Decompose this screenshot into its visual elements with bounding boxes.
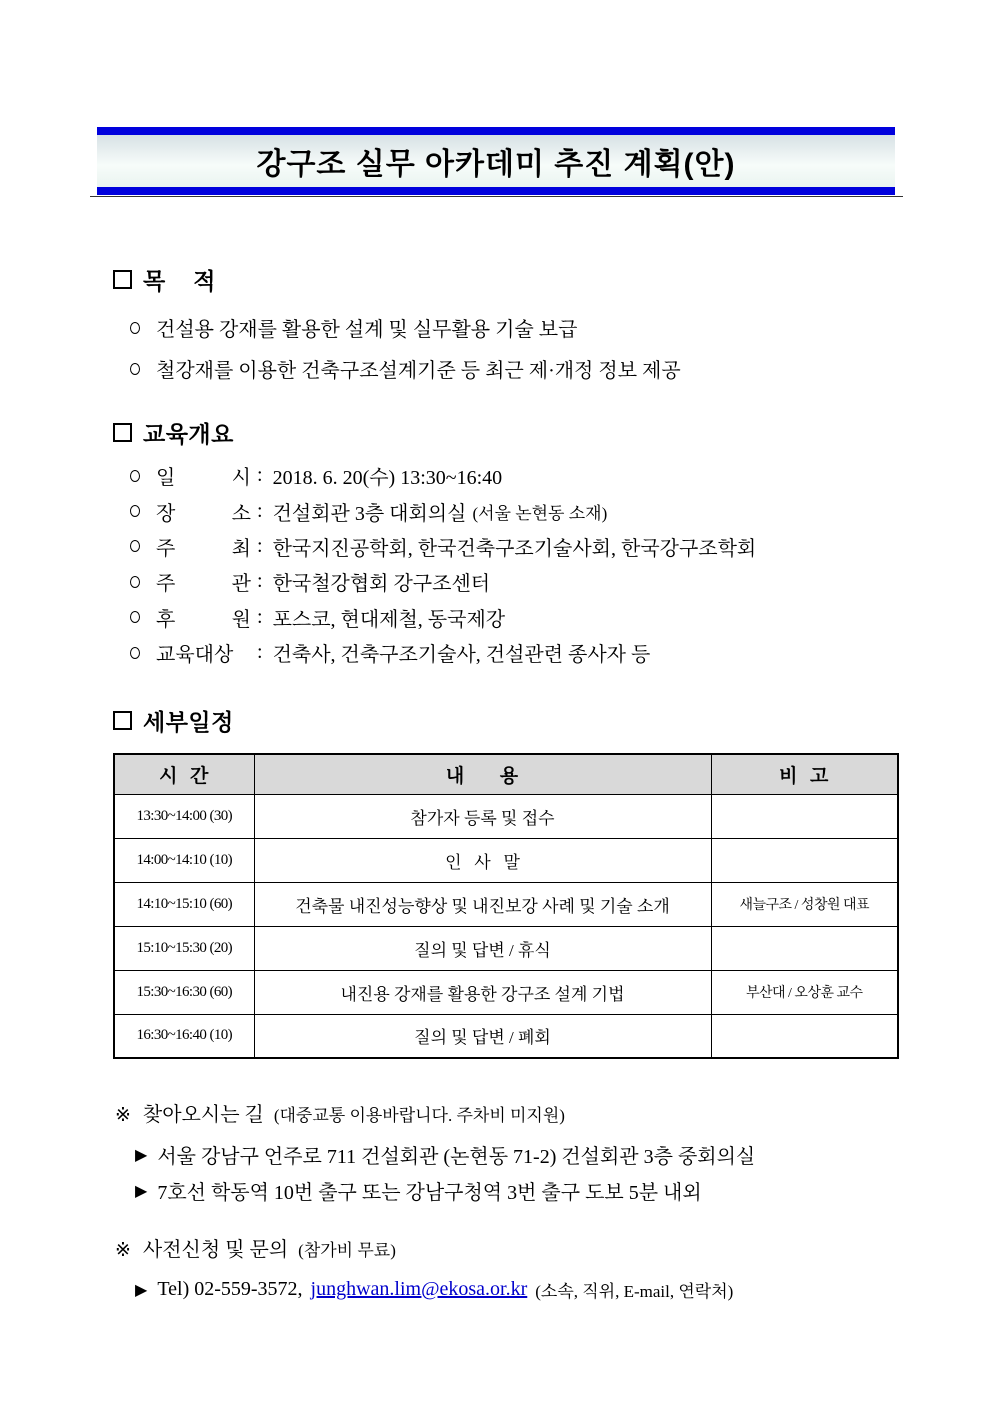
overview-colon: : — [257, 641, 263, 664]
overview-colon: : — [257, 570, 263, 593]
schedule-table — [113, 753, 899, 1059]
section-heading-schedule — [113, 704, 234, 737]
purpose-item-text: 건설용 강재를 활용한 설계 및 실무활용 기술 보급 — [156, 319, 578, 341]
overview-label: 주 최 — [156, 537, 251, 560]
overview-label: 주 관 — [156, 573, 251, 596]
schedule-content-cell: 인 사 말 — [254, 838, 711, 882]
circle-bullet-icon — [130, 322, 140, 334]
list-item — [135, 1136, 755, 1172]
overview-colon: : — [257, 605, 263, 628]
circle-bullet-icon — [130, 647, 140, 659]
triangle-bullet-icon: ▶ — [135, 1279, 148, 1299]
purpose-list — [130, 307, 681, 389]
circle-bullet-icon — [130, 576, 140, 588]
schedule-time-cell: 13:30~14:00 (30) — [114, 794, 254, 838]
contact-heading-note: (참가비 무료) — [298, 1241, 396, 1260]
list-item — [130, 564, 756, 599]
schedule-content-cell: 질의 및 답변 / 휴식 — [254, 926, 711, 970]
section-heading-overview — [113, 416, 234, 449]
schedule-time-cell: 15:10~15:30 (20) — [114, 926, 254, 970]
directions-list — [135, 1136, 755, 1208]
col-header-time: 시 간 — [114, 754, 254, 794]
directions-heading-text: 찾아오시는 길 — [142, 1104, 264, 1126]
directions-item-text: 서울 강남구 언주로 711 건설회관 (논현동 71-2) 건설회관 3층 중회의실 — [157, 1145, 756, 1168]
overview-colon: : — [257, 499, 263, 522]
square-bullet-icon — [113, 423, 132, 442]
list-item — [130, 635, 756, 670]
list-item — [130, 348, 681, 389]
circle-bullet-icon — [130, 540, 140, 552]
list-item — [130, 458, 756, 493]
schedule-content-cell: 건축물 내진성능향상 및 내진보강 사례 및 기술 소개 — [254, 882, 711, 926]
contact-tel: Tel) 02-559-3572, — [157, 1277, 303, 1300]
list-item — [130, 529, 756, 564]
list-item — [135, 1172, 755, 1208]
overview-label: 교육대상 — [156, 644, 234, 667]
circle-bullet-icon — [130, 611, 140, 623]
square-bullet-icon — [113, 711, 132, 730]
table-row — [114, 970, 898, 1014]
table-row — [114, 926, 898, 970]
directions-item-text: 7호선 학동역 10번 출구 또는 강남구청역 3번 출구 도보 5분 내외 — [157, 1181, 702, 1204]
contact-heading — [115, 1233, 733, 1262]
list-item — [135, 1271, 733, 1307]
purpose-item-text: 철강재를 이용한 건축구조설계기준 등 최근 제·개정 정보 제공 — [156, 360, 681, 382]
section-heading-label: 교육개요 — [143, 421, 234, 447]
list-item — [130, 493, 756, 528]
contact-heading-text: 사전신청 및 문의 — [142, 1239, 289, 1261]
schedule-note-cell — [711, 1014, 898, 1058]
table-row — [114, 882, 898, 926]
section-heading-purpose — [113, 263, 216, 296]
list-item — [130, 307, 681, 348]
schedule-content-cell: 질의 및 답변 / 폐회 — [254, 1014, 711, 1058]
directions-heading — [115, 1098, 755, 1127]
schedule-note-cell — [711, 926, 898, 970]
square-bullet-icon — [113, 270, 132, 289]
col-header-note: 비 고 — [711, 754, 898, 794]
overview-colon: : — [257, 534, 263, 557]
schedule-note-cell — [711, 838, 898, 882]
schedule-note-cell: 부산대 / 오상훈 교수 — [711, 970, 898, 1014]
circle-bullet-icon — [130, 470, 140, 482]
table-row — [114, 838, 898, 882]
section-heading-label: 목 적 — [143, 268, 216, 294]
schedule-time-cell: 16:30~16:40 (10) — [114, 1014, 254, 1058]
overview-label: 후 원 — [156, 608, 251, 631]
list-item — [130, 600, 756, 635]
table-row — [114, 794, 898, 838]
overview-list — [130, 458, 756, 670]
title-banner — [97, 127, 895, 195]
overview-value-note: (서울 논현동 소재) — [472, 503, 608, 523]
directions-block — [115, 1098, 755, 1208]
triangle-bullet-icon: ▶ — [135, 1180, 148, 1200]
contact-suffix: (소속, 직위, E-mail, 연락처) — [535, 1281, 734, 1301]
schedule-time-cell: 15:30~16:30 (60) — [114, 970, 254, 1014]
overview-value: 건설회관 3층 대회의실 — [272, 502, 467, 525]
circle-bullet-icon — [130, 363, 140, 375]
col-header-content: 내 용 — [254, 754, 711, 794]
schedule-content-cell: 참가자 등록 및 접수 — [254, 794, 711, 838]
overview-value: 한국지진공학회, 한국건축구조기술사회, 한국강구조학회 — [272, 537, 757, 560]
schedule-content-cell: 내진용 강재를 활용한 강구조 설계 기법 — [254, 970, 711, 1014]
circle-bullet-icon — [130, 505, 140, 517]
table-header-row — [114, 754, 898, 794]
reference-mark-icon: ※ — [115, 1240, 131, 1261]
schedule-note-cell: 새늘구조 / 성창원 대표 — [711, 882, 898, 926]
triangle-bullet-icon: ▶ — [135, 1144, 148, 1164]
schedule-time-cell: 14:00~14:10 (10) — [114, 838, 254, 882]
contact-email-link[interactable]: junghwan.lim@ekosa.or.kr — [310, 1277, 528, 1300]
directions-heading-note: (대중교통 이용바랍니다. 주차비 미지원) — [273, 1106, 565, 1125]
reference-mark-icon: ※ — [115, 1105, 131, 1126]
overview-value: 한국철강협회 강구조센터 — [272, 573, 491, 596]
table-row — [114, 1014, 898, 1058]
overview-value: 건축사, 건축구조기술사, 건설관련 종사자 등 — [272, 644, 651, 667]
overview-value: 2018. 6. 20(수) 13:30~16:40 — [272, 467, 503, 490]
contact-list — [135, 1271, 733, 1307]
overview-label: 장 소 — [156, 502, 251, 525]
section-heading-label: 세부일정 — [143, 709, 234, 735]
page-title: 강구조 실무 아카데미 추진 계획(안) — [256, 148, 736, 181]
overview-label: 일 시 — [156, 467, 251, 490]
contact-block — [115, 1233, 733, 1307]
schedule-note-cell — [711, 794, 898, 838]
overview-colon: : — [257, 464, 263, 487]
schedule-time-cell: 14:10~15:10 (60) — [114, 882, 254, 926]
overview-value: 포스코, 현대제철, 동국제강 — [272, 608, 506, 631]
